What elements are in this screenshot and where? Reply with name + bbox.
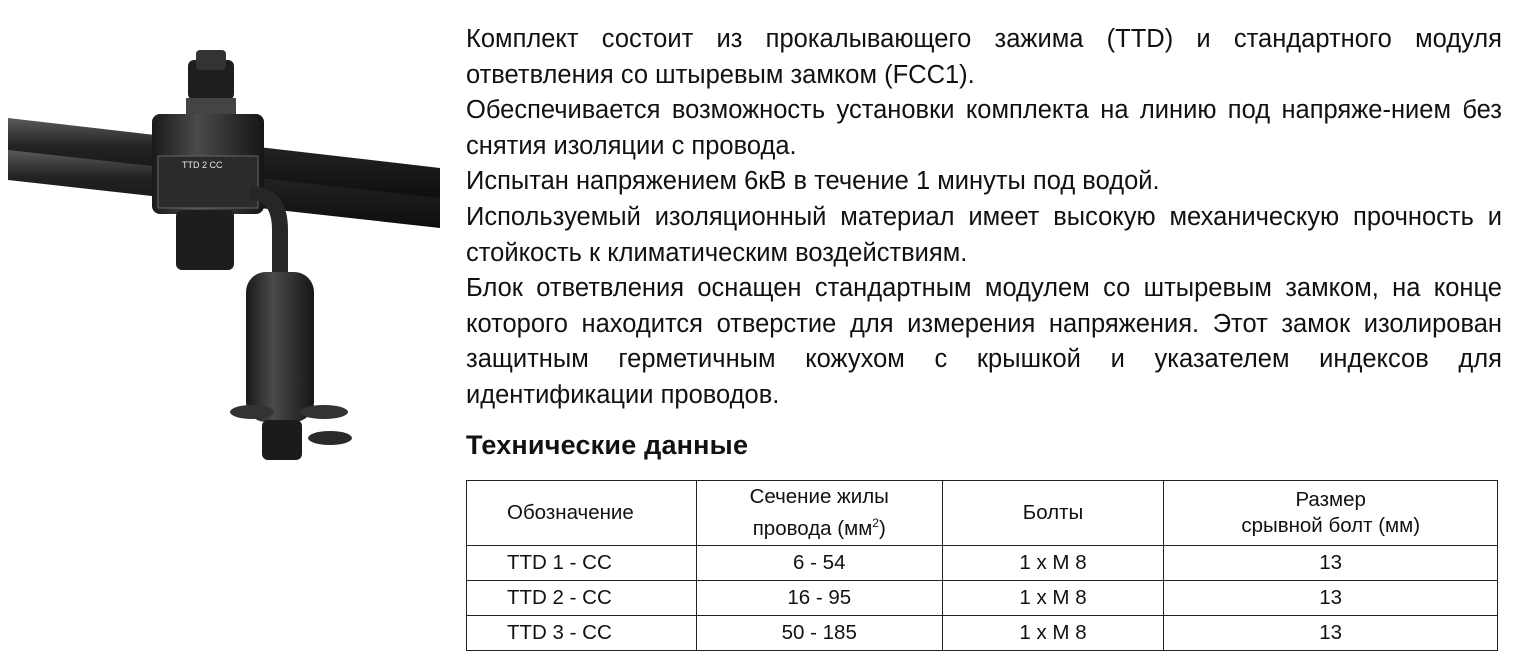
cell-size: 13 xyxy=(1164,616,1498,651)
table-row xyxy=(467,546,1498,581)
cell-designation: TTD 3 - CC xyxy=(467,616,697,651)
table-row xyxy=(467,616,1498,651)
cell-size: 13 xyxy=(1164,546,1498,581)
cell-bolts: 1 x M 8 xyxy=(942,581,1164,616)
header-designation: Обозначение xyxy=(467,481,697,546)
description-paragraph: Обеспечивается возможность установки комплекта на линию под напряже-нием без снятия изоляции с провода. xyxy=(466,96,1502,160)
description-paragraph: Блок ответвления оснащен стандартным модулем со штыревым замком, на конце которого находится отверстие для измерения напряжения. Этот замок изолирован защитным герметичным кожухом с крышкой и указателем индексов для идентификации проводов. xyxy=(466,274,1502,409)
clamp-label: TTD 2 CC xyxy=(182,160,223,170)
branch-module xyxy=(230,186,352,460)
description-paragraph: Комплект состоит из прокалывающего зажима (TTD) и стандартного модуля ответвления со штыревым замком (FCC1). xyxy=(466,25,1502,89)
table-header-row xyxy=(467,481,1498,546)
description-paragraph: Испытан напряжением 6кВ в течение 1 минуты под водой. xyxy=(466,167,1160,196)
cell-designation: TTD 1 - CC xyxy=(467,546,697,581)
cell-section: 50 - 185 xyxy=(696,616,942,651)
header-size: Размер срывной болт (мм) xyxy=(1164,481,1498,546)
product-photo xyxy=(0,40,450,480)
cell-section: 16 - 95 xyxy=(696,581,942,616)
clamp-body xyxy=(152,50,264,270)
tech-data-table xyxy=(466,480,1498,651)
cell-size: 13 xyxy=(1164,581,1498,616)
description xyxy=(466,22,1502,414)
cell-bolts: 1 x M 8 xyxy=(942,546,1164,581)
header-bolts: Болты xyxy=(942,481,1164,546)
description-paragraph: Используемый изоляционный материал имеет высокую механическую прочность и стойкость к климатическим воздействиям. xyxy=(466,202,1502,267)
header-section: Сечение жилы провода $(мм^2)$ xyxy=(696,481,942,546)
tech-data-title: Технические данные xyxy=(466,430,749,460)
cell-section: 6 - 54 xyxy=(696,546,942,581)
table-row xyxy=(467,581,1498,616)
cell-designation: TTD 2 - CC xyxy=(467,581,697,616)
cell-bolts: 1 x M 8 xyxy=(942,616,1164,651)
